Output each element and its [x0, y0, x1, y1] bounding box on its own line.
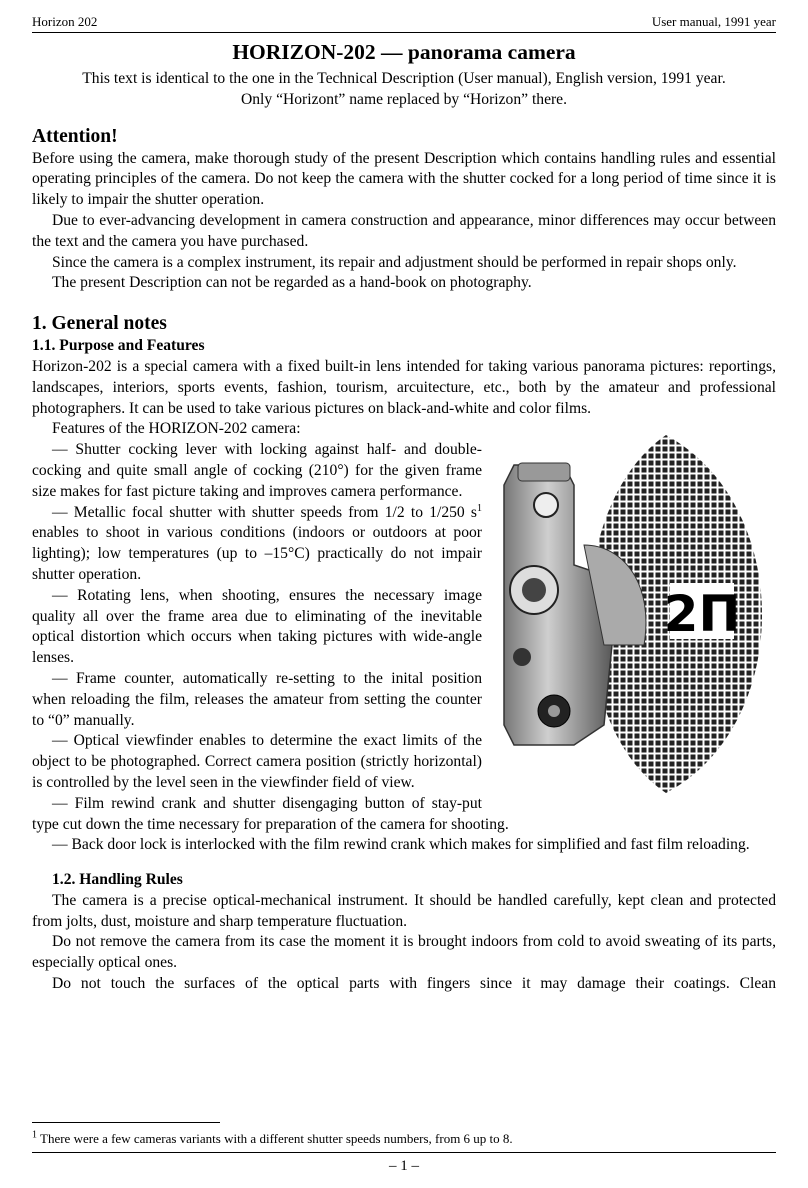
footnote: $^1$ There were a few cameras variants with a different shutter speeds numbers, from 6 up to 8. — [32, 1129, 513, 1146]
footnote-rule — [32, 1122, 220, 1123]
feature-frame-counter: — Frame counter, automatically re-setting to the inital position when reloading the film, releases the amateur from setting the counter to “0” manually. — [32, 669, 482, 729]
camera-illustration — [494, 425, 776, 797]
page-title: HORIZON-202 — panorama camera — [232, 40, 576, 64]
footnote-marker: 1 — [477, 502, 482, 514]
emblem-digits — [664, 583, 741, 643]
section-1-2-heading: 1.2. Handling Rules — [52, 871, 183, 889]
feature-focal-shutter: — Metallic focal shutter with shutter speeds from 1/2 to 1/250 $s^1$ enables to shoot in various conditions (indoors or outdoors at poor lighting); low temperatures (up to –15°C) practically do not impair shutter operation. — [32, 502, 482, 583]
intro-note: This text is identical to the one in the Technical Description (User manual), English version, 1991 year. Only “Horizont” name replaced by “Horizon” there. — [82, 70, 726, 108]
page-number: – 1 – — [389, 1158, 419, 1174]
header-left: Horizon 202 — [32, 14, 98, 29]
attention-para-1: Before using the camera, make thorough study of the present Description which contains handling rules and essential operating principles of the camera. Do not keep the camera with the shutter cocked for a long period of time since it is likely to impair the shutter operation. — [32, 149, 776, 209]
section-1-1-heading: 1.1. Purpose and Features — [32, 337, 205, 355]
section-1-heading: 1. General notes — [32, 313, 167, 335]
feature-shutter-cocking: — Shutter cocking lever with locking against half- and double-cocking and quite small angle of cocking (210°) for the given frame size makes for fast picture taking and improves camera performance. — [32, 441, 482, 500]
handling-para-1: The camera is a precise optical-mechanical instrument. It should be handled carefully, kept clean and protected from jolts, dust, moisture and sharp temperature fluctuation. — [32, 891, 776, 930]
handling-para-2: Do not remove the camera from its case the moment it is brought indoors from cold to avoid sweating of its parts, especially optical ones. — [32, 933, 776, 972]
attention-para-2: Due to ever-advancing development in camera construction and appearance, minor differences may occur between the text and the camera you have purchased. — [32, 211, 776, 250]
camera-image — [494, 425, 776, 797]
feature-viewfinder: — Optical viewfinder enables to determine the exact limits of the object to be photographed. Correct camera position (strictly horizontal) is controlled by the level seen in the viewfinder field of view. — [32, 732, 482, 791]
feature-rewind-crank: — Film rewind crank and shutter disengaging button of stay-put type cut down the time necessary for preparation of the camera for shooting. — [32, 794, 509, 833]
features-lead: Features of the HORIZON-202 camera: — [52, 420, 301, 438]
header-right: User manual, 1991 year — [651, 14, 776, 29]
feature-rotating-lens: — Rotating lens, when shooting, ensures the necessary image quality all over the frame area due to eliminating of the inevitable optical distortion which occurs when taking pictures with wide-angle lenses. — [32, 586, 482, 667]
feature-back-door-lock: — Back door lock is interlocked with the film rewind crank which makes for simplified and fast film reloading. — [52, 836, 750, 854]
purpose-paragraph: Horizon-202 is a special camera with a fixed built-in lens intended for taking various panorama pictures: reportings, landscapes, interiors, sports events, fashion, tourism, arcuitecture, etc., both by the amateur and professional photographers. It can be used to take various pictures on black-and-white and color films. — [32, 357, 776, 417]
attention-heading: Attention! — [32, 125, 118, 147]
attention-para-4: The present Description can not be regarded as a hand-book on photography. — [52, 274, 532, 292]
handling-para-3: Do not touch the surfaces of the optical parts with fingers since it may damage their coatings. Clean — [52, 975, 776, 993]
running-header — [32, 14, 776, 33]
attention-para-3: Since the camera is a complex instrument, its repair and adjustment should be performed in repair shops only. — [52, 253, 737, 271]
svg-text:2Π: 2Π — [663, 585, 741, 644]
footer-rule — [32, 1152, 776, 1153]
